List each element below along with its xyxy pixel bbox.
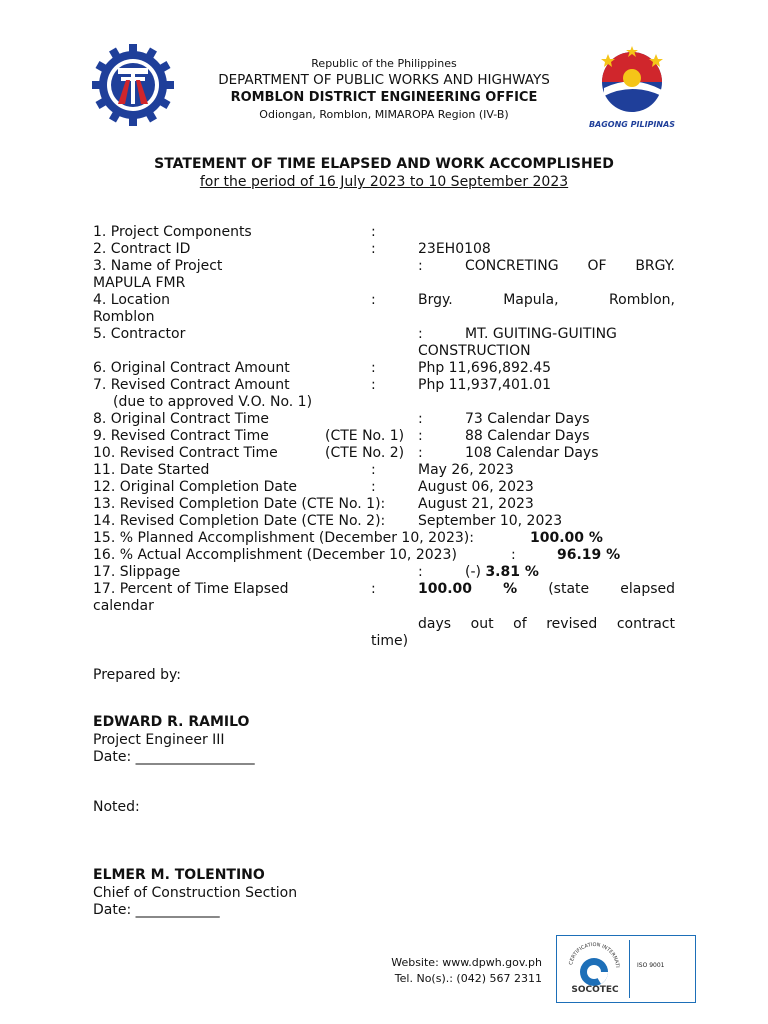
location-word: Romblon, (609, 292, 675, 308)
item-label: 4. Location (93, 292, 171, 308)
contract-id: 23EH0108 (418, 241, 491, 257)
footer-telephone: Tel. No(s).: (042) 567 2311 (394, 972, 542, 985)
colon: : (418, 411, 423, 427)
time-elapsed-word: of (513, 616, 527, 632)
prepared-by-title: Project Engineer III (93, 732, 225, 748)
socotec-logo-icon (565, 940, 623, 990)
item-label: 17. Slippage (93, 564, 181, 580)
slippage-value: 3.81 % (485, 564, 539, 580)
item-label: 14. Revised Completion Date (CTE No. 2): (93, 513, 386, 529)
item-label: 10. Revised Contract Time (93, 445, 278, 461)
item-label: 12. Original Completion Date (93, 479, 298, 495)
cte-reference: (CTE No. 2) (325, 445, 405, 461)
colon: : (371, 292, 376, 308)
item-label: 8. Original Contract Time (93, 411, 269, 427)
bagong-pilipinas-text: BAGONG PILIPINAS (588, 120, 676, 129)
item-label: 13. Revised Completion Date (CTE No. 1): (93, 496, 386, 512)
time-elapsed-note (418, 616, 675, 633)
prepared-by-date: Date: _________________ (93, 749, 255, 765)
project-name-word: CONCRETING (465, 258, 559, 274)
revised-amount-note: (due to approved V.O. No. 1) (113, 394, 313, 410)
revised-contract-amount: Php 11,937,401.01 (418, 377, 552, 393)
socotec-name: SOCOTEC (571, 985, 619, 995)
noted-by-label: Noted: (93, 799, 140, 815)
office-address: Odiongan, Romblon, MIMAROPA Region (IV-B) (259, 108, 509, 121)
item-label: 9. Revised Contract Time (93, 428, 269, 444)
location-word: Brgy. (418, 292, 453, 308)
prepared-by-name: EDWARD R. RAMILO (93, 714, 250, 730)
bagong-pilipinas-logo (586, 46, 678, 132)
colon: : (418, 428, 423, 444)
contractor-name: MT. GUITING-GUITING (465, 326, 617, 342)
document-period: for the period of 16 July 2023 to 10 September 2023 (199, 174, 569, 190)
time-elapsed-word: out (470, 616, 494, 632)
item-label: 1. Project Components (93, 224, 252, 240)
cert-arc-text: CERTIFICATION INTERNATI (568, 941, 621, 968)
item-label: 6. Original Contract Amount (93, 360, 290, 376)
item-label: 11. Date Started (93, 462, 210, 478)
location-continuation: Romblon (93, 309, 155, 325)
department-name: DEPARTMENT OF PUBLIC WORKS AND HIGHWAYS (218, 72, 550, 88)
time-elapsed (418, 581, 675, 598)
revised-completion-date-2: September 10, 2023 (418, 513, 563, 529)
colon: : (371, 462, 376, 478)
colon: : (371, 377, 376, 393)
footer-website: Website: www.dpwh.gov.ph (391, 956, 542, 969)
item-label: 2. Contract ID (93, 241, 191, 257)
project-name-word: OF (587, 258, 607, 274)
socotec-certification-badge (556, 935, 696, 1003)
project-name-word: BRGY. (635, 258, 675, 274)
date-started: May 26, 2023 (418, 462, 514, 478)
slippage-sign: (-) (465, 564, 481, 580)
colon: : (371, 241, 376, 257)
slippage (465, 564, 539, 581)
contractor-name-line2: CONSTRUCTION (418, 343, 531, 359)
colon: : (418, 326, 423, 342)
colon: : (371, 360, 376, 376)
item-label: 7. Revised Contract Amount (93, 377, 290, 393)
office-name: ROMBLON DISTRICT ENGINEERING OFFICE (230, 90, 538, 105)
document-title: STATEMENT OF TIME ELAPSED AND WORK ACCOMPLISHED (154, 156, 614, 172)
revised-completion-date-1: August 21, 2023 (418, 496, 534, 512)
colon: : (418, 564, 423, 580)
colon: : (418, 258, 423, 274)
republic-line: Republic of the Philippines (311, 57, 457, 70)
original-completion-date: August 06, 2023 (418, 479, 534, 495)
noted-by-date: Date: ____________ (93, 902, 220, 918)
project-name (465, 258, 675, 275)
revised-contract-time-1: 88 Calendar Days (465, 428, 590, 444)
location-word: Mapula, (503, 292, 559, 308)
colon: : (371, 581, 376, 597)
time-elapsed-note-end: time) (371, 633, 409, 649)
item-label: 3. Name of Project (93, 258, 223, 274)
item-label: 15. % Planned Accomplishment (December 10, 2023): (93, 530, 474, 546)
item-label: 17. Percent of Time Elapsed (93, 581, 289, 597)
original-contract-amount: Php 11,696,892.45 (418, 360, 552, 376)
time-elapsed-continuation: calendar (93, 598, 154, 614)
time-elapsed-value: 100.00 (418, 581, 473, 597)
time-elapsed-word: revised (546, 616, 598, 632)
prepared-by-label: Prepared by: (93, 667, 181, 683)
location (418, 292, 675, 309)
colon: : (511, 547, 516, 563)
revised-contract-time-2: 108 Calendar Days (465, 445, 599, 461)
colon: : (418, 445, 423, 461)
time-elapsed-word: days (418, 616, 452, 632)
colon: : (371, 479, 376, 495)
time-elapsed-word: elapsed (620, 581, 675, 597)
time-elapsed-word: (state (548, 581, 590, 597)
item-label: 16. % Actual Accomplishment (December 10, 2023) (93, 547, 457, 563)
noted-by-name: ELMER M. TOLENTINO (93, 867, 265, 883)
iso-label: ISO 9001 (637, 962, 665, 969)
cte-reference: (CTE No. 1) (325, 428, 405, 444)
original-contract-time: 73 Calendar Days (465, 411, 590, 427)
noted-by-title: Chief of Construction Section (93, 885, 298, 901)
time-elapsed-percent: % (503, 581, 518, 597)
planned-accomplishment: 100.00 % (530, 530, 603, 546)
badge-divider (629, 940, 630, 998)
time-elapsed-word: contract (616, 616, 675, 632)
item-label: 5. Contractor (93, 326, 186, 342)
project-name-continuation: MAPULA FMR (93, 275, 186, 291)
colon: : (371, 224, 376, 240)
actual-accomplishment: 96.19 % (557, 547, 621, 563)
